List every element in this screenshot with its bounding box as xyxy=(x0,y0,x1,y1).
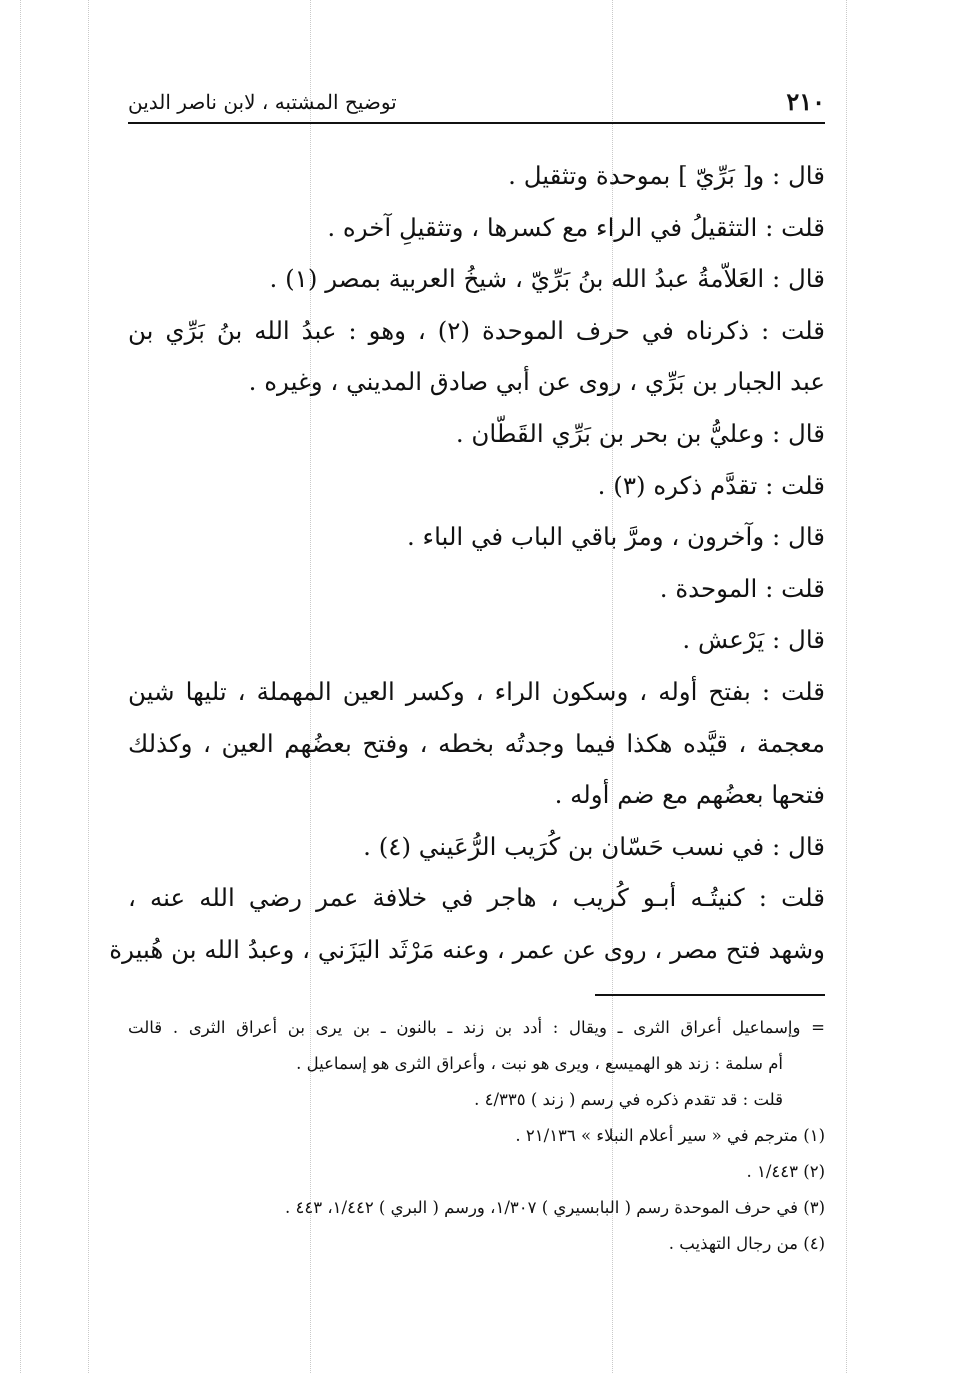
text-line: قال : العَلاّمةُ عبدُ الله بنُ بَرِّيّ ، شيخُ العربية بمصر (١) . xyxy=(269,264,825,294)
text-line: قال : يَرْعش . xyxy=(682,625,825,655)
footnote-line: (٢) ١/٤٤٣ . xyxy=(746,1162,825,1181)
text-line: فتحها بعضُهم مع ضم أوله . xyxy=(554,780,825,810)
footnote-line: قلت : قد تقدم ذكره في رسم ( زند ) ٤/٣٣٥ . xyxy=(474,1090,783,1109)
running-title: توضيح المشتبه ، لابن ناصر الدين xyxy=(128,90,397,114)
text-line: قلت : كنيتُـه أبـو كُريب ، هاجر في خلافة عمر رضي الله عنه ، xyxy=(128,883,825,913)
page-number: ٢١٠ xyxy=(786,87,825,116)
text-line: قال : في نسب حَسّان بن كُرَيب الرُّعَيني (٤) . xyxy=(363,831,825,861)
footnote-line: أم سلمة : زند هو الهميسع ، ويرى هو نبت ، وأعراق الثرى هو إسماعيل . xyxy=(296,1054,783,1073)
footnote-separator xyxy=(595,994,825,996)
footnote-line: (١) مترجم في « سير أعلام النبلاء » ٢١/١٣٦ . xyxy=(515,1126,825,1145)
footnote-line: = وإسماعيل أعراق الثرى ـ ويقال : أدد بن زند ـ بالنون ـ بن يرى بن أعراق الثرى . قالت xyxy=(128,1018,825,1037)
text-line: قال : و[ بَرِّيّ ] بموحدة وتثقيل . xyxy=(508,161,825,190)
footnote-line: (٤) من رجال التهذيب . xyxy=(668,1234,825,1253)
text-line: قلت : ذكرناه في حرف الموحدة (٢) ، وهو : عبدُ الله بنُ بَرِّي بن xyxy=(128,315,825,345)
page-header xyxy=(128,78,825,124)
scan-guide-line xyxy=(20,0,21,1373)
text-line: عبد الجبار بن بَرِّي ، روى عن أبي صادق المديني ، وغيره . xyxy=(248,367,825,397)
text-line: قلت : بفتح أوله ، وسكون الراء ، وكسر العين المهملة ، تليها شين xyxy=(128,676,825,706)
scan-guide-line xyxy=(88,0,89,1373)
text-line: قلت : التثقيلُ في الراء مع كسرها ، وتثقيلِ آخره . xyxy=(327,212,825,242)
text-line: قال : وآخرون ، ومرَّ باقي الباب في الباء . xyxy=(406,522,825,552)
text-line: قال : وعليُّ بن بحر بن بَرِّي القَطّان . xyxy=(455,418,825,448)
footnote-line: (٣) في حرف الموحدة رسم ( البابسيري ) ١/٣٠٧، ورسم ( البري ) ١/٤٤٢، ٤٤٣ . xyxy=(285,1198,825,1217)
text-line: وشهد فتح مصر ، روى عن عمر ، وعنه مَرْثَد اليَزَني ، وعبدُ الله بن هُبيرة xyxy=(109,934,825,964)
text-line: معجمة ، قيَّده هكذا فيما وجدتُه بخطه ، وفتح بعضُهم العين ، وكذلك xyxy=(128,728,825,758)
text-line: قلت : الموحدة . xyxy=(659,573,825,603)
scan-guide-line xyxy=(846,0,847,1373)
text-line: قلت : تقدَّم ذكره (٣) . xyxy=(597,470,825,500)
main-text xyxy=(109,150,825,976)
footnotes xyxy=(128,1010,825,1262)
